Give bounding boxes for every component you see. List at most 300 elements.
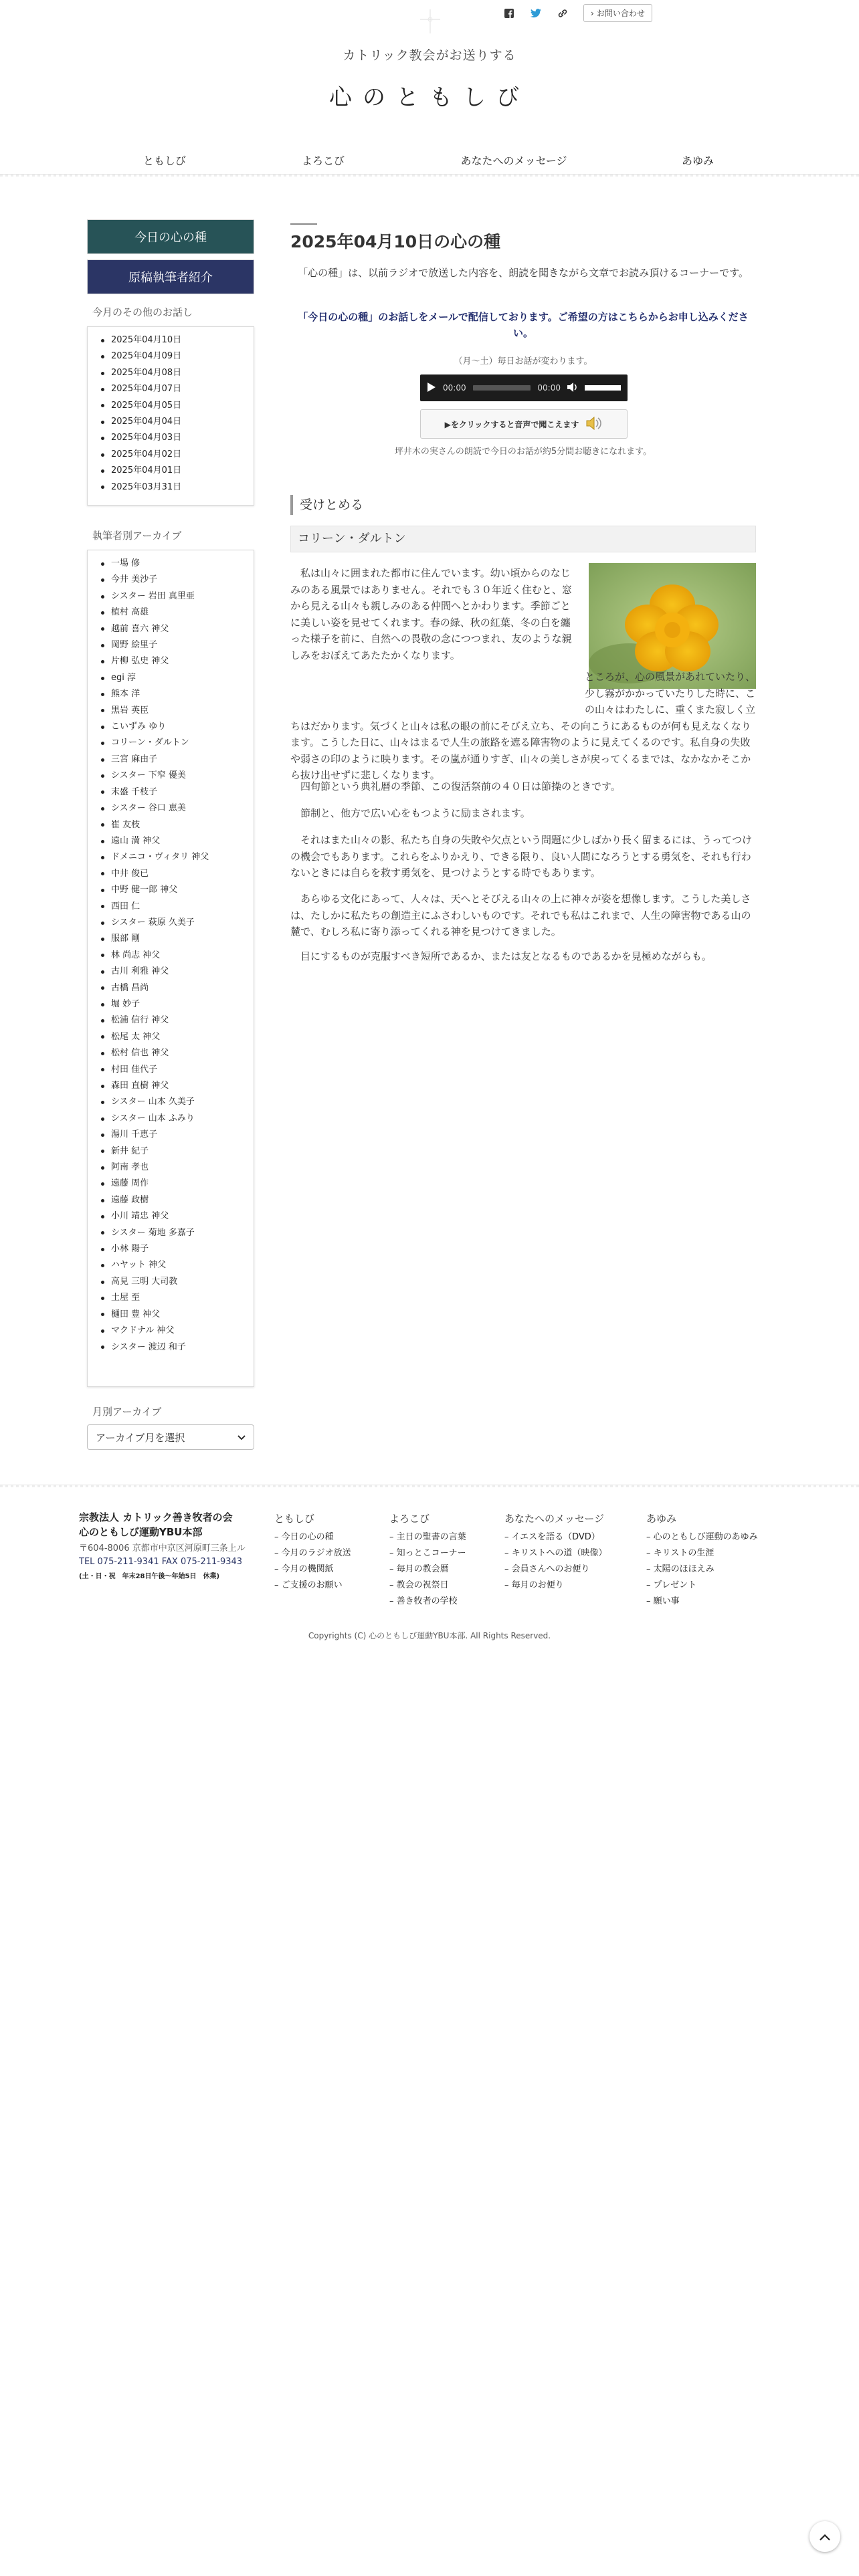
chevron-right-icon: ›: [591, 8, 594, 18]
footer-link[interactable]: [646, 1529, 758, 1545]
dash-icon: –: [274, 1580, 282, 1590]
author-link[interactable]: [101, 899, 246, 915]
facebook-icon[interactable]: [503, 7, 515, 19]
author-link-label: シスター 萩原 久美子: [111, 917, 195, 928]
date-link[interactable]: [101, 381, 246, 397]
date-link-label: 2025年03月31日: [111, 481, 182, 492]
date-link[interactable]: [101, 414, 246, 430]
author-link-label: 中野 健一郎 神父: [111, 885, 178, 895]
footer-link[interactable]: [389, 1529, 466, 1545]
author-link[interactable]: [101, 964, 246, 980]
author-link[interactable]: [101, 931, 246, 947]
footer-org-line2: 心のともしび運動YBU本部: [79, 1526, 203, 1538]
other-talks-heading: 今月のその他のお話し: [92, 306, 193, 318]
paragraph-7: 目にするものが克服すべき短所であるか、または友となるものであるかを見極めながらも。: [300, 950, 712, 962]
dash-icon: –: [274, 1564, 282, 1574]
author-link[interactable]: [101, 637, 246, 653]
footer-link-label: 心のともしび運動のあゆみ: [653, 1532, 758, 1542]
nav-divider: [0, 174, 859, 177]
author-link[interactable]: [101, 621, 246, 637]
author-link[interactable]: [101, 1078, 246, 1094]
bullet-icon: [101, 1117, 104, 1121]
author-link[interactable]: [101, 980, 246, 996]
author-name: コリーン・ダルトン: [290, 526, 756, 552]
date-link-label: 2025年04月09日: [111, 351, 182, 362]
author-link[interactable]: [101, 1160, 246, 1176]
copyright: Copyrights (C) 心のともしび運動YBU本部. All Rights Reserved.: [308, 1631, 551, 1640]
date-link[interactable]: [101, 398, 246, 414]
chevron-up-icon: [820, 2531, 830, 2543]
bullet-icon: [101, 1101, 104, 1104]
footer-link-label: 会員さんへのお便り: [511, 1564, 590, 1574]
author-link[interactable]: [101, 1144, 246, 1160]
author-link[interactable]: [101, 1176, 246, 1192]
author-archive-heading: 執筆者別アーカイブ: [92, 530, 182, 542]
author-link[interactable]: [101, 1257, 246, 1273]
bullet-icon: [101, 595, 104, 599]
bullet-icon: [101, 421, 104, 424]
author-link[interactable]: [101, 1241, 246, 1257]
footer-link[interactable]: [504, 1578, 607, 1594]
paragraph-5: それはまた山々の影、私たち自身の失敗や欠点という問題に少しばかり長く留まるには、うってつけの機会でもあります。これらをふりかえり、できる限り、良い人間になろうとする勇気を、それも行わないときには自らを救す勇気を、見つけようとする時でもあります。: [290, 834, 753, 879]
volume-slider[interactable]: [585, 385, 621, 391]
bullet-icon: [101, 404, 104, 407]
bullet-icon: [101, 1346, 104, 1349]
author-link[interactable]: [101, 588, 246, 605]
bullet-icon: [101, 453, 104, 457]
author-link[interactable]: [101, 605, 246, 621]
author-link[interactable]: [101, 768, 246, 784]
author-link-label: 阿南 孝也: [111, 1162, 149, 1173]
audio-player: [420, 374, 628, 401]
dash-icon: –: [389, 1532, 397, 1542]
dash-icon: –: [274, 1532, 282, 1542]
author-link-label: 遠藤 周作: [111, 1178, 149, 1189]
footer-phone: TEL 075-211-9341 FAX 075-211-9343: [79, 1557, 243, 1567]
footer-link-label: 今月の機関紙: [281, 1564, 334, 1574]
authors-intro-button[interactable]: 原稿執筆者紹介: [87, 259, 254, 294]
bullet-icon: [101, 1297, 104, 1300]
bullet-icon: [101, 644, 104, 647]
section-title: 受けとめる: [290, 495, 363, 515]
footer-links: [389, 1529, 466, 1610]
bullet-icon: [101, 840, 104, 843]
footer-links: [504, 1529, 607, 1594]
author-link-label: ドメニコ・ヴィタリ 神父: [111, 852, 209, 863]
footer-link-label: 今日の心の種: [281, 1532, 334, 1542]
today-seed-button[interactable]: 今日の心の種: [87, 219, 254, 254]
author-link[interactable]: [101, 1192, 246, 1208]
author-link[interactable]: [101, 1127, 246, 1143]
author-link[interactable]: [101, 556, 246, 572]
author-link-label: シスター 菊地 多嘉子: [111, 1227, 195, 1238]
archive-month-select[interactable]: [87, 1424, 254, 1450]
footer-column-ayumi: [646, 1511, 758, 1610]
cross-ornament-icon: [420, 9, 440, 33]
author-link[interactable]: [101, 752, 246, 768]
author-link-label: コリーン・ダルトン: [111, 738, 189, 748]
author-link-label: 林 尚志 神父: [111, 950, 161, 960]
dash-icon: –: [646, 1532, 654, 1542]
author-link[interactable]: [101, 686, 246, 702]
author-link-label: 服部 剛: [111, 934, 140, 944]
author-link[interactable]: [101, 915, 246, 931]
nav-item-ayumi[interactable]: あゆみ: [681, 154, 714, 167]
author-link[interactable]: [101, 1307, 246, 1323]
bullet-icon: [101, 1085, 104, 1088]
bullet-icon: [101, 693, 104, 696]
nav-item-yorokobi[interactable]: よろこび: [301, 154, 345, 167]
footer-link[interactable]: [646, 1594, 758, 1610]
author-link[interactable]: [101, 1290, 246, 1306]
footer-link[interactable]: [274, 1529, 351, 1545]
bullet-icon: [101, 1068, 104, 1071]
bullet-icon: [101, 578, 104, 582]
bullet-icon: [101, 742, 104, 745]
footer-link[interactable]: [274, 1545, 351, 1562]
date-list: [101, 332, 246, 496]
date-link[interactable]: [101, 479, 246, 496]
footer-link[interactable]: [646, 1545, 758, 1562]
author-link[interactable]: [101, 719, 246, 735]
footer-column-heading[interactable]: あゆみ: [646, 1513, 677, 1525]
footer-link-label: 善き牧者の学校: [396, 1596, 458, 1606]
author-link[interactable]: [101, 653, 246, 669]
dash-icon: –: [646, 1548, 654, 1558]
footer-link[interactable]: [504, 1545, 607, 1562]
footer-link[interactable]: [504, 1529, 607, 1545]
bullet-icon: [101, 1231, 104, 1235]
author-link-label: 越前 喜六 神父: [111, 623, 169, 634]
bullet-icon: [101, 970, 104, 974]
author-link[interactable]: [101, 670, 246, 686]
footer-link-label: 毎月の教会暦: [396, 1564, 449, 1574]
footer-link[interactable]: [646, 1578, 758, 1594]
dash-icon: –: [504, 1532, 512, 1542]
footer-link[interactable]: [389, 1594, 466, 1610]
author-link-label: 高見 三明 大司教: [111, 1276, 178, 1287]
contact-button[interactable]: [583, 4, 652, 22]
bullet-icon: [101, 986, 104, 990]
bullet-icon: [101, 823, 104, 827]
footer-links: [274, 1529, 351, 1594]
footer-link-label: 教会の祝祭日: [396, 1580, 449, 1590]
date-link[interactable]: [101, 365, 246, 381]
author-link-label: 小川 靖忠 神父: [111, 1211, 169, 1222]
bullet-icon: [101, 905, 104, 908]
bullet-icon: [101, 1166, 104, 1170]
author-link-label: 植村 高雄: [111, 607, 149, 618]
author-link[interactable]: [101, 1062, 246, 1078]
author-link[interactable]: [101, 735, 246, 751]
author-link[interactable]: [101, 800, 246, 817]
bullet-icon: [101, 627, 104, 631]
author-link-label: シスター 谷口 恵美: [111, 803, 186, 814]
footer-link-label: イエスを語る（DVD）: [511, 1532, 600, 1542]
author-link-label: egi 淳: [111, 672, 136, 683]
author-link[interactable]: [101, 784, 246, 800]
footer-hours: (土・日・祝 年末28日午後〜年始5日 休業): [79, 1573, 220, 1580]
nav-item-tomoshibi[interactable]: ともしび: [142, 154, 187, 167]
play-icon[interactable]: [427, 382, 436, 395]
bullet-icon: [101, 355, 104, 358]
author-link[interactable]: [101, 948, 246, 964]
date-link-label: 2025年04月07日: [111, 384, 182, 395]
dash-icon: –: [504, 1564, 512, 1574]
author-link[interactable]: [101, 1323, 246, 1339]
footer-column-tomoshibi: [274, 1511, 351, 1594]
dash-icon: –: [389, 1596, 397, 1606]
author-link-label: 新井 紀子: [111, 1146, 149, 1156]
footer-column-yorokobi: [389, 1511, 466, 1610]
author-link-label: こいずみ ゆり: [111, 722, 167, 732]
author-link[interactable]: [101, 1012, 246, 1029]
author-link-label: 松尾 太 神父: [111, 1031, 161, 1042]
audio-progress-bar[interactable]: [473, 385, 531, 391]
author-link-label: 小林 陽子: [111, 1244, 149, 1255]
footer-column-message: [504, 1511, 607, 1594]
author-link[interactable]: [101, 866, 246, 882]
footer-link-label: 太陽のほほえみ: [653, 1564, 714, 1574]
footer-link[interactable]: [389, 1578, 466, 1594]
date-link-label: 2025年04月08日: [111, 367, 182, 378]
footer-link-label: 毎月のお便り: [511, 1580, 564, 1590]
author-link-label: 一場 修: [111, 558, 140, 568]
intro-text: 「心の種」は、以前ラジオで放送した内容を、朗読を聞きながら文章でお読み頂けるコーナーです。: [298, 267, 749, 279]
author-link-label: 樋田 豊 神父: [111, 1309, 161, 1319]
author-link[interactable]: [101, 1045, 246, 1061]
paragraph-2-text: ところが、心の風景があれていたり、少し霧がかかっていたりした時に、この山々はわたしに、重くまた寂しく立ちはだかります。気づくと山々は私の眼の前にそびえ立ち、その向こうにあるものが何も見えなくなります。こうした日に、山々はまるで人生の旅路を遮る障害物のように見えてくるのです。私自身の失敗や弱さの印のように映ります。その嵐が通りすぎ、山々の美しさが戻ってくるまでは、なかなかそこから抜け出せずに悲しくなります。: [290, 671, 756, 781]
footer-org-line1: 宗教法人 カトリック善き牧者の会: [79, 1511, 233, 1523]
bullet-icon: [101, 1199, 104, 1202]
author-link-label: 古川 利雅 神父: [111, 966, 169, 977]
author-link[interactable]: [101, 1111, 246, 1127]
author-link-label: 三宮 麻由子: [111, 754, 158, 764]
author-link-label: 堀 妙子: [111, 998, 140, 1009]
daily-note: （月〜土）毎日お話が変わります。: [454, 356, 593, 366]
author-list: [101, 556, 246, 1356]
archive-month-select-value: アーカイブ月を選択: [96, 1431, 185, 1444]
author-link[interactable]: [101, 1274, 246, 1290]
monthly-archive-heading: 月別アーカイブ: [92, 1406, 162, 1418]
footer-links: [646, 1529, 758, 1610]
speaker-icon: [585, 416, 603, 433]
date-link-label: 2025年04月04日: [111, 417, 182, 427]
site-tagline: カトリック教会がお送りする: [343, 48, 516, 63]
author-link-label: 崔 友枝: [111, 819, 140, 830]
dash-icon: –: [504, 1580, 512, 1590]
dash-icon: –: [389, 1564, 397, 1574]
author-link-label: 熊本 洋: [111, 689, 140, 700]
author-link-label: 古橋 昌尚: [111, 982, 149, 993]
date-link-label: 2025年04月03日: [111, 433, 182, 443]
footer-link-label: キリストへの道（映像）: [511, 1548, 607, 1558]
reader-note: 坪井木の実さんの朗読で今日のお話が約5分間お聴きになれます。: [394, 447, 652, 457]
author-link-label: シスター 山本 ふみり: [111, 1113, 195, 1123]
author-link-label: シスター 渡辺 和子: [111, 1341, 186, 1352]
footer-link-label: キリストの生涯: [653, 1548, 714, 1558]
footer-link-label: 今月のラジオ放送: [281, 1548, 351, 1558]
bullet-icon: [101, 388, 104, 391]
author-link-label: 森田 直樹 神父: [111, 1081, 169, 1091]
dash-icon: –: [646, 1580, 654, 1590]
listen-audio-button[interactable]: [420, 409, 628, 439]
bullet-icon: [101, 1182, 104, 1186]
author-link[interactable]: [101, 703, 246, 719]
listen-label: ▶をクリックすると音声で聞こえます: [444, 419, 579, 429]
mail-subscribe-link[interactable]: 「今日の心の種」のお話しをメールで配信しております。ご希望の方はこちらからお申し込みください。: [298, 311, 749, 339]
date-link-label: 2025年04月10日: [111, 335, 182, 345]
author-link[interactable]: [101, 817, 246, 833]
site-title[interactable]: 心のともしび: [329, 84, 530, 111]
footer-link-label: プレゼント: [653, 1580, 697, 1590]
author-link-label: 黒岩 英臣: [111, 705, 149, 716]
footer-address: 〒604-8006 京都市中京区河原町三条上ル: [79, 1543, 246, 1553]
bullet-icon: [101, 954, 104, 957]
bullet-icon: [101, 339, 104, 342]
bullet-icon: [101, 660, 104, 663]
paragraph-3: 四旬節という典礼暦の季節、この復活祭前の４０日は節操のときです。: [300, 780, 621, 792]
bullet-icon: [101, 1150, 104, 1153]
dash-icon: –: [646, 1564, 654, 1574]
paragraph-6: あらゆる文化にあって、人々は、天へとそびえる山々の上に神々が姿を想像します。こうした美しさは、たしかに私たちの創造主にふさわしいものです。それでも私はこれまで、人生の障害物である山の麓で、むしろ私に寄り添ってくれる神を見つけてきました。: [290, 893, 751, 938]
author-link-label: 松村 信也 神父: [111, 1048, 169, 1059]
bullet-icon: [101, 1134, 104, 1137]
bullet-icon: [101, 726, 104, 729]
author-link[interactable]: [101, 1225, 246, 1241]
bullet-icon: [101, 1281, 104, 1284]
footer-link-label: ご支援のお願い: [281, 1580, 343, 1590]
author-link-label: 湯川 千恵子: [111, 1130, 158, 1140]
paragraph-2: [290, 669, 756, 784]
bullet-icon: [101, 938, 104, 941]
footer-org: [79, 1510, 233, 1539]
author-link[interactable]: [101, 572, 246, 588]
author-link-label: 遠山 満 神父: [111, 835, 161, 846]
bullet-icon: [101, 677, 104, 680]
bullet-icon: [101, 469, 104, 473]
bullet-icon: [101, 1003, 104, 1006]
twitter-icon[interactable]: [530, 7, 542, 19]
bullet-icon: [101, 437, 104, 440]
footer-link[interactable]: [389, 1562, 466, 1578]
audio-current-time: 00:00: [443, 383, 466, 393]
bullet-icon: [101, 922, 104, 925]
author-link[interactable]: [101, 833, 246, 849]
bullet-icon: [101, 1052, 104, 1055]
author-link-label: 土屋 至: [111, 1293, 140, 1303]
footer-column-heading[interactable]: あなたへのメッセージ: [504, 1513, 605, 1525]
back-to-top-button[interactable]: [809, 2521, 840, 2552]
author-link-label: 岡野 絵里子: [111, 640, 158, 651]
page-title: 2025年04月10日の心の種: [290, 232, 501, 251]
bullet-icon: [101, 1313, 104, 1316]
date-list-box: [87, 326, 254, 506]
bullet-icon: [101, 1215, 104, 1218]
footer-column-heading[interactable]: ともしび: [274, 1513, 315, 1525]
author-link-label: シスター 山本 久美子: [111, 1097, 195, 1107]
author-link-label: シスター 下窄 優美: [111, 770, 186, 781]
nav-item-message[interactable]: あなたへのメッセージ: [460, 154, 567, 167]
author-list-box: [87, 550, 254, 1387]
bullet-icon: [101, 790, 104, 794]
author-link-label: 西田 仁: [111, 901, 140, 911]
author-link[interactable]: [101, 996, 246, 1012]
bullet-icon: [101, 611, 104, 615]
bullet-icon: [101, 486, 104, 489]
author-link-label: 中井 俊已: [111, 868, 149, 879]
main-navigation: [0, 148, 859, 177]
link-icon[interactable]: [557, 7, 569, 19]
footer-divider: [0, 1485, 859, 1487]
author-link-label: マクドナル 神父: [111, 1325, 175, 1336]
bullet-icon: [101, 1264, 104, 1267]
bullet-icon: [101, 1248, 104, 1251]
footer-column-heading[interactable]: よろこび: [389, 1513, 430, 1525]
author-link[interactable]: [101, 849, 246, 865]
bullet-icon: [101, 1035, 104, 1039]
dash-icon: –: [504, 1548, 512, 1558]
author-link[interactable]: [101, 1029, 246, 1045]
author-link-label: 松浦 信行 神父: [111, 1015, 169, 1026]
bullet-icon: [101, 872, 104, 875]
top-utility-bar: [503, 4, 652, 22]
footer-link[interactable]: [274, 1578, 351, 1594]
author-link[interactable]: [101, 1339, 246, 1356]
date-link-label: 2025年04月05日: [111, 400, 182, 411]
bullet-icon: [101, 372, 104, 375]
date-link[interactable]: [101, 430, 246, 446]
date-link[interactable]: [101, 348, 246, 364]
dash-icon: –: [646, 1596, 654, 1606]
date-link[interactable]: [101, 332, 246, 348]
author-link[interactable]: [101, 1094, 246, 1110]
footer-link[interactable]: [274, 1562, 351, 1578]
dash-icon: –: [389, 1548, 397, 1558]
bullet-icon: [101, 807, 104, 811]
bullet-icon: [101, 774, 104, 778]
volume-icon[interactable]: [567, 383, 578, 394]
paragraph-1: 私は山々に囲まれた都市に住んでいます。幼い頃からのなじみのある風景ではありません。それでも３０年近く住むと、窓から見える山々も親しみのある仲間へとかわります。季節ごとに美しい姿を見せてくれます。春の緑、秋の紅葉、冬の白を纏った様子を前に、自然への畏敬の念につつまれ、友のような親しみをおぼえてあたたかくなります。: [290, 567, 572, 661]
bullet-icon: [101, 709, 104, 712]
author-link-label: 村田 佳代子: [111, 1064, 158, 1075]
date-link-label: 2025年04月01日: [111, 465, 182, 476]
footer-link[interactable]: [389, 1545, 466, 1562]
dash-icon: –: [389, 1580, 397, 1590]
paragraph-4: 節制と、他方で広い心をもつように励まされます。: [300, 807, 531, 819]
audio-duration: 00:00: [537, 383, 561, 393]
author-link-label: ハヤット 神父: [111, 1260, 167, 1271]
footer-link[interactable]: [646, 1562, 758, 1578]
footer-link-label: 願い事: [653, 1596, 680, 1606]
title-accent-line: [290, 223, 317, 225]
author-link[interactable]: [101, 882, 246, 898]
author-link-label: 末盛 千枝子: [111, 786, 158, 797]
date-link[interactable]: [101, 463, 246, 479]
contact-label: お問い合わせ: [596, 9, 645, 18]
date-link[interactable]: [101, 447, 246, 463]
dash-icon: –: [274, 1548, 282, 1558]
footer-link-label: 知っとこコーナー: [396, 1548, 466, 1558]
author-link-label: 片柳 弘史 神父: [111, 656, 169, 667]
date-link-label: 2025年04月02日: [111, 449, 182, 459]
bullet-icon: [101, 562, 104, 566]
bullet-icon: [101, 889, 104, 892]
author-link[interactable]: [101, 1208, 246, 1224]
footer-link-label: 主日の聖書の言葉: [396, 1532, 466, 1542]
footer-link[interactable]: [504, 1562, 607, 1578]
bullet-icon: [101, 1019, 104, 1023]
